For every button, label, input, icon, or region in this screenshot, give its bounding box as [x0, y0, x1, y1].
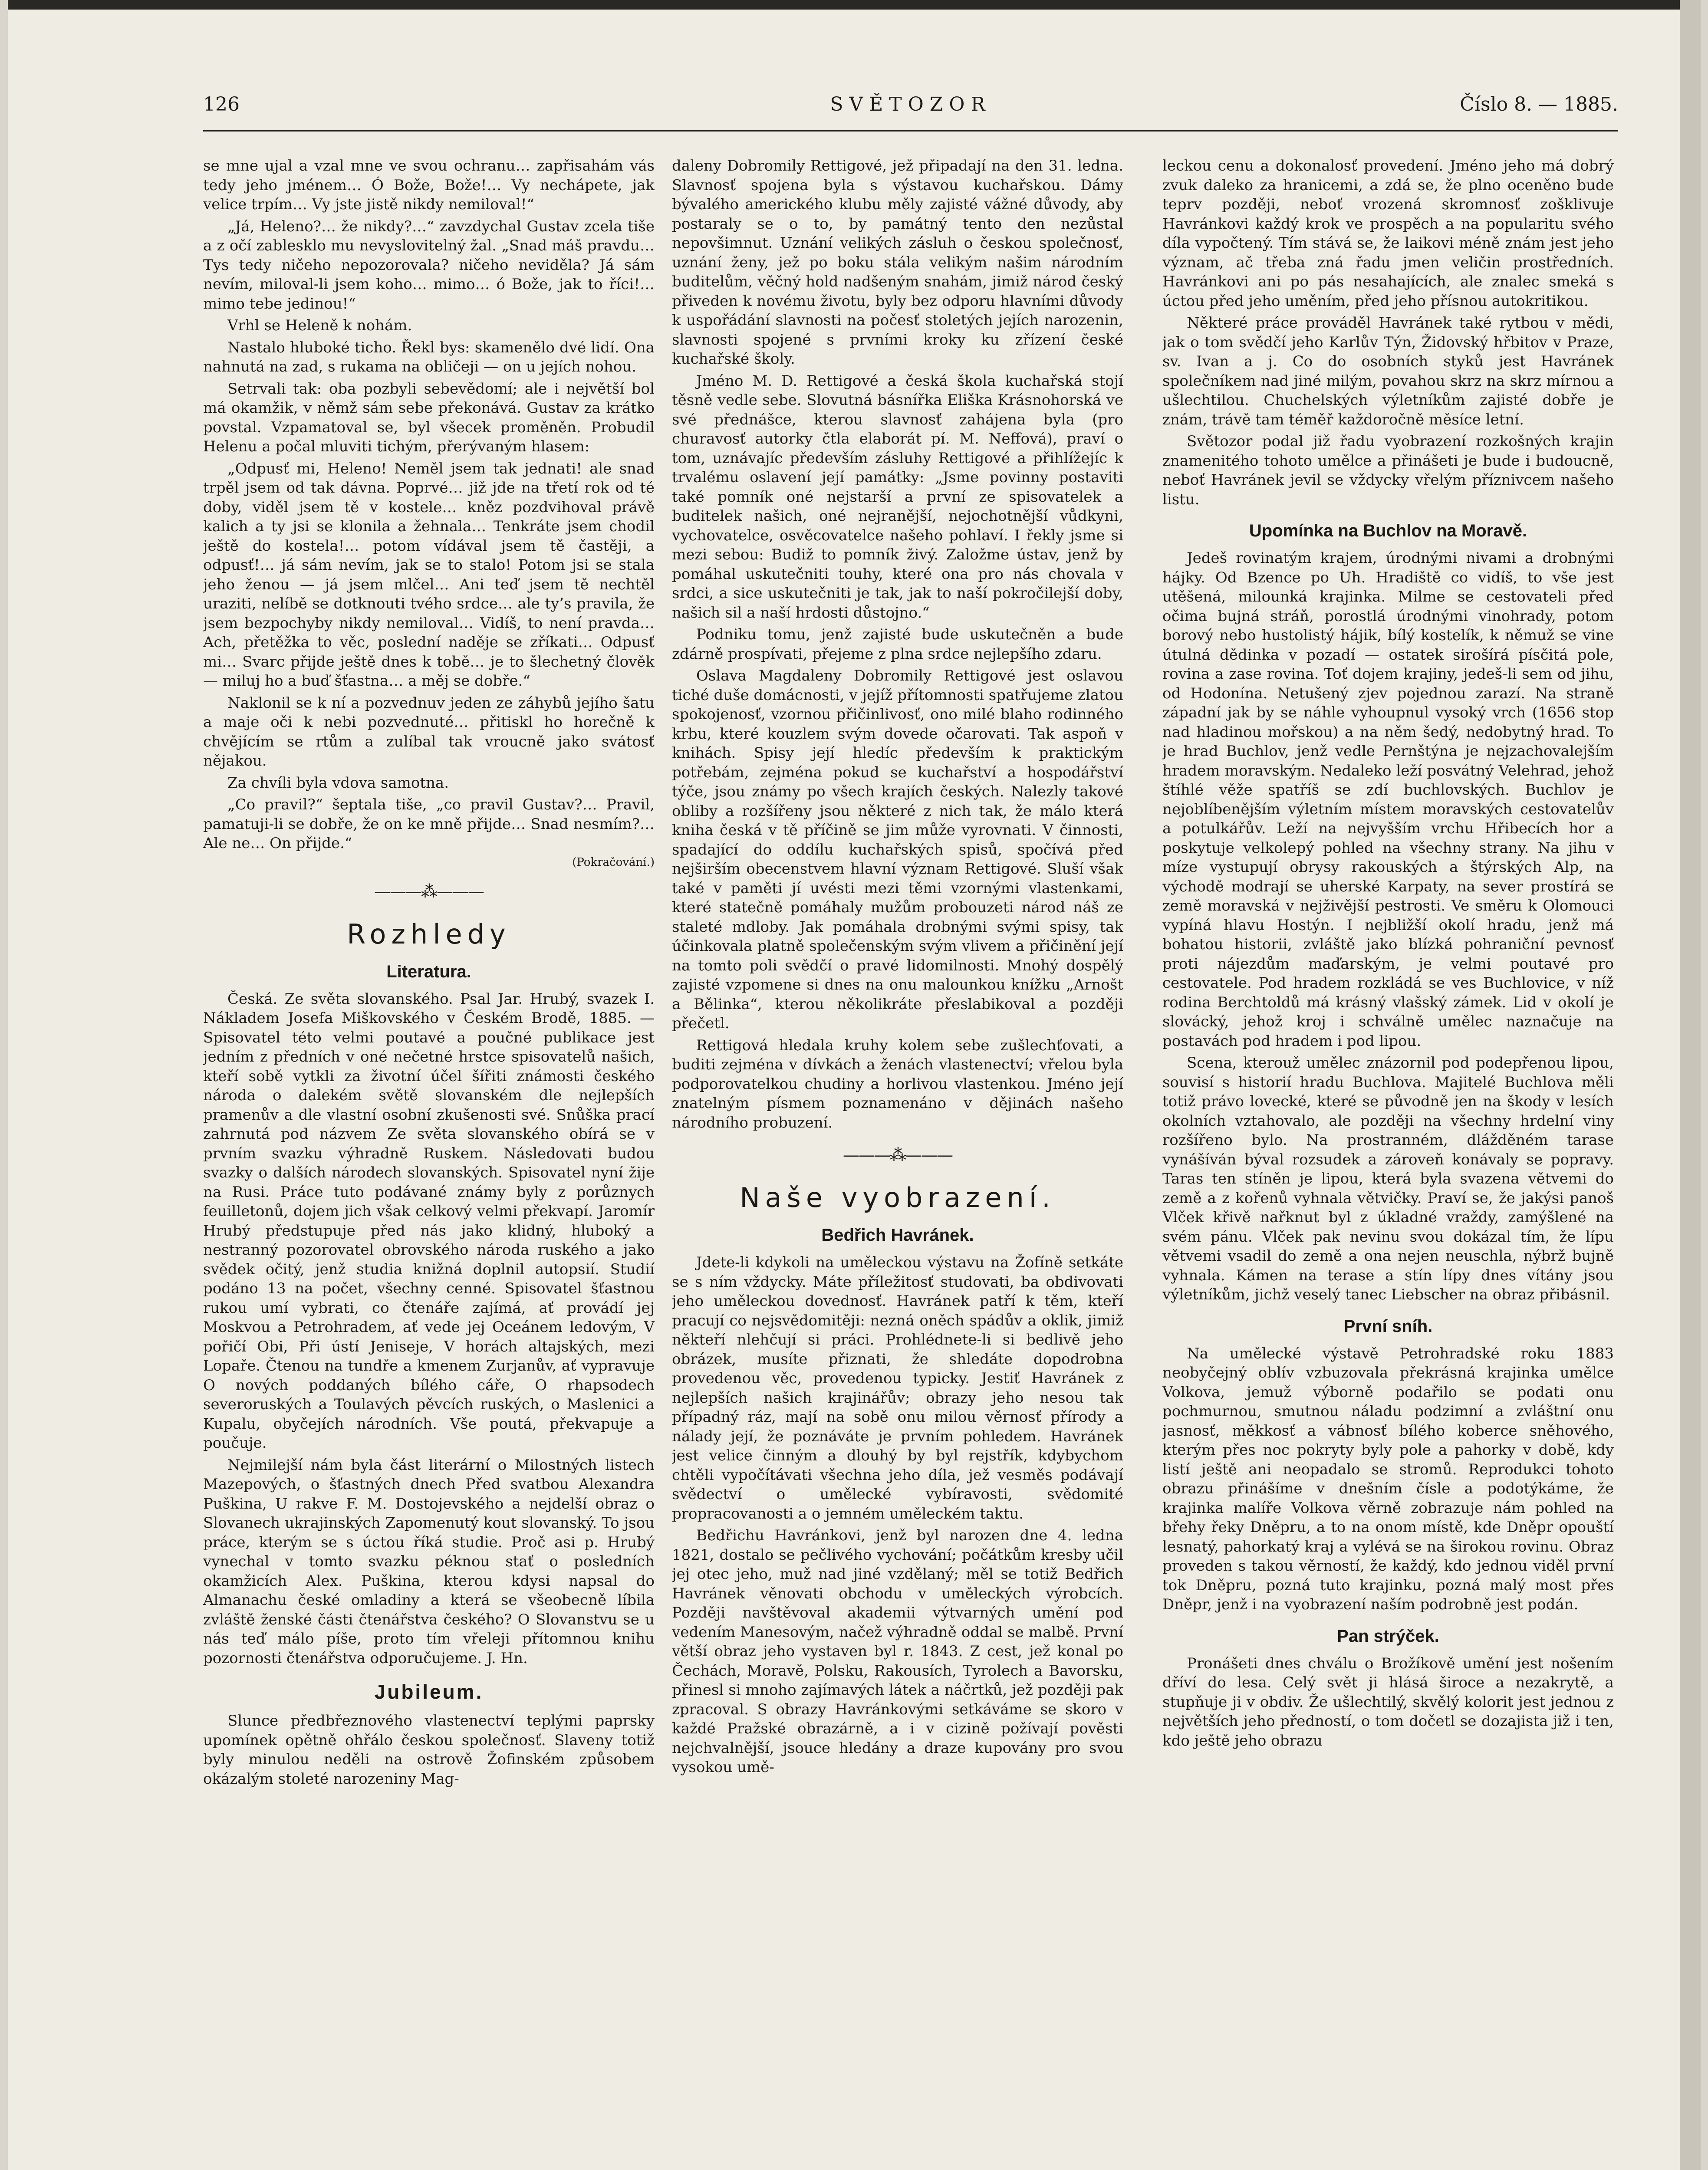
- header-rule: [203, 130, 1618, 132]
- section-title-vyobrazeni: Naše vyobrazení.: [740, 1182, 1056, 1213]
- heading-literatura: Literatura.: [386, 962, 471, 981]
- jubileum-paragraph: Slunce předbřeznového vlastenectví teplými paprsky upomínek opětně ohřálo českou společnosť. Slaveny totiž byly minulou neděli na ostrově Žofinském způsobem okázalým stoleté narozeniny Mag-: [203, 1712, 655, 1788]
- buchlov-paragraph: Scena, kterouž umělec znázornil pod podepřenou lipou, souvisí s historií hradu Buchlova. Majitelé Buchlova měli totiž právo lovecké, které se původně jen na škody v lesích okolních vztahovalo, ale později na všechny hrdelní viny rozšířeno bylo. Na prostranném, dlážděném tarase vynášíván býval rozsudek a zároveň konávaly se popravy. Taras ten stíněn je lipou, která byla svazena větvemi do země a z kořenů vyhnala větvičky. Praví se, že jakýsi panoš Vlček křivě nařknut byl z úkladné vraždy, zamýšlené na svém pánu. Vlček pak nevinu svou dokázal tím, že lípu větvemi vsadil do země a ona nejen neuschla, nýbrž bujně vyhnala. Kámen na terase a stín lípy dnes vítány jsou výletníkům, jichž veselý tanec Liebscher na obraz přibásnil.: [1162, 1054, 1614, 1303]
- section-ornament: ———⁂———: [843, 1145, 952, 1164]
- story-paragraph: „Odpusť mi, Heleno! Neměl jsem tak jednati! ale snad trpěl jsem od tak dávna. Poprvé… již jde na třetí rok od té doby, viděl jsem tě v kostele… kněz pozdvihoval právě kalich a ty jsi se klonila a žehnala… Tenkráte jsem chodil ještě do kostela!… potom vídával jsem tě častěji, a odpusť!… já sám nevím, jak se to stalo! Potom jsi se stala jeho ženou — já jsem mlčel… Ani teď jsem tě nechtěl uraziti, nelíbě se dotknouti tvého srdce… ale ty’s pravila, že jsem bezpochyby nikdy nemiloval… Vidíš, to není pravda… Ach, přetěžka to věc, poslední naděje se zříkati… Odpusť mi… Svarc přijde ještě dnes k tobě… je to šlechetný člověk — miluj ho a buď šťastna… a měj se dobře.“: [203, 460, 655, 690]
- heading-buchlov: Upomínka na Buchlov na Moravě.: [1249, 521, 1527, 540]
- jubileum-paragraph: Podniku tomu, jenž zajisté bude uskutečněn a bude zdárně prospívati, přejeme z plna srdce nejlepšího zdaru.: [672, 626, 1123, 663]
- snih-paragraph: Na umělecké výstavě Petrohradské roku 1883 neobyčejný oblív vzbuzovala překrásná krajinka umělce Volkova, jemuž výborně podařilo se podati onu pochmurnou, smutnou náladu podzimní a zvláštní onu jasnosť, měkkosť a vábnosť bílého koberce sněhového, kterým přes noc pokryty byly pole a pahorky v době, kdy listí ještě ani neopadalo se stromů. Reprodukci tohoto obrazu přinášíme v dnešním čísle a podotýkáme, že krajinka malíře Volkova věrně zobrazuje nám pohled na břehy řeky Dněpru, a to na onom místě, kde Dněpr opouští lesnatý, pahorkatý kraj a vylévá se na širokou rovinu. Obraz proveden s takou věrností, že každý, kdo jednou viděl první tok Dněpru, pozná tuto krajinku, pozná malý most přes Dněpr, jenž i na vyobrazení naším podrobně jest podán.: [1162, 1345, 1614, 1613]
- story-paragraph: „Já, Heleno?… že nikdy?…“ zavzdychal Gustav zcela tiše a z očí zablesklo mu nevyslovitelný žal. „Snad máš pravdu… Tys tedy ničeho nepozorovala? ničeho neviděla? Já sám nevím, miloval-li jsem koho… mimo… ó Bože, jak to říci!… mimo tebe jedinou!“: [203, 217, 655, 312]
- strycek-paragraph: Pronášeti dnes chválu o Brožíkově umění jest nošením dříví do lesa. Celý svět ji hlásá široce a nezakrytě, a stupňuje ji v obdiv. Že ušlechtilý, skvělý kolorit jest jednou z největších jeho předností, o tom dočetl se dozajista již i ten, kdo ještě jeho obrazu: [1162, 1654, 1614, 1749]
- havranek-paragraph: leckou cenu a dokonalosť provedení. Jméno jeho má dobrý zvuk daleko za hranicemi, a zdá se, že plno oceněno bude teprv později, neboť vrozená skromnosť zošklivuje Havránkovi každý krok ve prospěch a na popularitu svého díla vypočtený. Tím stává se, že laikovi méně znám jest jeho význam, ač třeba zná řadu jmen veličin prostředních. Havránkovi ani po pás nesahajících, ale znalec smeká s úctou před jeho uměním, před jeho přísnou autokritikou.: [1162, 157, 1614, 310]
- story-paragraph: Nastalo hluboké ticho. Řekl bys: skamenělo dvé lidí. Ona nahnutá na zad, s rukama na obličeji — on u jejích nohou.: [203, 339, 655, 375]
- story-paragraph: Naklonil se k ní a pozvednuv jeden ze záhybů jejího šatu a maje oči k nebi pozvednuté… přitiskl ho horečně k chvějícím se rtům a zulíbal tak vroucně jako svátosť nějakou.: [203, 694, 655, 769]
- heading-prvni-snih: První sníh.: [1343, 1316, 1433, 1336]
- havranek-paragraph: Bedřichu Havránkovi, jenž byl narozen dne 4. ledna 1821, dostalo se pečlivého vychování; počátkům kresby učil jej otec jeho, muž nad jiné vzdělaný; měl se totiž Bedřich Havránek věnovati obchodu v uměleckých výrobcích. Později navštěvoval akademii výtvarných umění pod vedením Manesovým, načež výhradně oddal se malbě. První větší obraz jeho vystaven byl r. 1843. Z cest, jež konal po Čechách, Moravě, Polsku, Rakousích, Tyrolech a Bavorsku, přinesl si mnoho zajímavých látek a náčrtků, jež později pak zpracoval. S obrazy Havránkovými setkáváme se skoro v každé Pražské obrazárně, a i v cizině požívají pověsti nejchvalnější, jsouce hledány a draze kupovány pro svou vysokou umě-: [672, 1527, 1123, 1776]
- havranek-paragraph: Světozor podal již řadu vyobrazení rozkošných krajin znamenitého tohoto umělce a přinášeti je bude i budoucně, neboť Havránek jevil se vždycky vřelým příznivcem našeho listu.: [1162, 433, 1614, 508]
- heading-havranek: Bedřich Havránek.: [821, 1226, 974, 1245]
- heading-pan-strycek: Pan strýček.: [1337, 1626, 1439, 1646]
- havranek-paragraph: Některé práce prováděl Havránek také rytbou v mědi, jak o tom svědčí jeho Karlův Týn, Židovský hřbitov v Praze, sv. Ivan a j. Co do osobních styků jest Havránek společníkem nad jiné milým, povahou skrz na skrz mírnou a ušlechtilou. Chuchelských výletníkům zajisté dobře je znám, trávě tam téměř každoročně měsíce letní.: [1162, 314, 1614, 428]
- scan-top-band: [8, 0, 1701, 10]
- column-1: [203, 156, 655, 2170]
- issue-label: Číslo 8. — 1885.: [1460, 93, 1618, 115]
- review-paragraph: Nejmilejší nám byla část literární o Milostných listech Mazepových, o šťastných dnech Před svatbou Alexandra Puškina, U rakve F. M. Dostojevského a nejdelší obraz o Slovanech ukrajinských Zapomenutý kout slovanský. To jsou práce, kterým se s úctou říká studie. Proč asi p. Hrubý vynechal v tomto svazku péknou stať o posledních okamžicích Alex. Puškina, kterou kdysi napsal do Almanachu české omladiny a která se všeobecně líbila zvláště ženské části čtenářstva českého? O Slovanstvu se u nás teď málo píše, proto tím vřeleji přítomnou knihu pozornosti čtenářstva odporučujeme. J. Hn.: [203, 1456, 655, 1667]
- story-paragraph: Vrhl se Heleně k nohám.: [227, 317, 412, 334]
- havranek-paragraph: Jdete-li kdykoli na uměleckou výstavu na Žofíně setkáte se s ním vždycky. Máte příležitosť studovati, ba obdivovati jeho uměleckou dovednosť. Havránek patří k těm, kteří pracují co nejsvědomitěji: nezná oněch spádův a oklik, jimiž někteří nlehčují si práci. Prohlédnete-li si bedlivě jeho obrázek, musíte přiznati, že shledáte dopodrobna provedenou věc, provedenou typicky. Jestiť Havránek z nejlepších našich krajinářův; obrazy jeho nesou tak případný ráz, mají na sobě onu milou věrnosť přírody a nálady její, že poznáváte je prvním pohledem. Havránek jest velice činným a dlouhý by byl rejstřík, kdybychom chtěli vypočítávati všechna jeho díla, jež vesměs podávají svědectví o umělecké vybíravosti, svědomité propracovanosti a o jemném uměleckém taktu.: [672, 1254, 1123, 1522]
- column-3: [1162, 156, 1614, 2170]
- jubileum-paragraph: Rettigová hledala kruhy kolem sebe zušlechťovati, a buditi zejména v dívkách a ženách vlastenectví; vřelou byla podporovatelkou chudiny a horlivou vlastenkou. Jméno její znatelným písmem poznamenáno v dějinách našeho národního probuzení.: [672, 1036, 1123, 1131]
- scan-right-edge: [1680, 0, 1701, 2170]
- story-paragraph: „Co pravil?“ šeptala tiše, „co pravil Gustav?… Pravil, pamatuji-li se dobře, že on ke mně přijde… Snad nesmím?… Ale ne… On přijde.“: [203, 796, 655, 852]
- newspaper-page: [8, 0, 1701, 2170]
- story-paragraph: se mne ujal a vzal mne ve svou ochranu… zapřisahám vás tedy jeho jménem… Ó Bože, Bože!… Vy nechápete, jak velice trpím… Vy jste jistě nikdy nemiloval!“: [203, 157, 655, 213]
- section-ornament: ———⁂———: [374, 881, 484, 901]
- masthead: SVĚTOZOR: [830, 93, 991, 115]
- jubileum-paragraph: daleny Dobromily Rettigové, jež připadají na den 31. ledna. Slavnosť spojena byla s výstavou kuchařskou. Dámy bývalého amerického klubu měly zajisté vážné důvody, aby postaraly se o to, by památný tento den nezůstal nepovšimnut. Uznání velikých zásluh o českou společnosť, uznání ženy, jež po boku stála velikým našim národním buditelům, věčný hold nadšeným snahám, jimiž národ český přiveden k novému životu, byly bez odporu hlavními důvody k uspořádání slavnosti na počesť stoletých jejích narozenin, slavnosti spojené s prvními kroky ku zřízení české kuchařské školy.: [672, 157, 1123, 368]
- jubileum-paragraph: Jméno M. D. Rettigové a česká škola kuchařská stojí těsně vedle sebe. Slovutná básnířka Eliška Krásnohorská ve své přednášce, kterou slavnosť zahájena byla (pro churavosť autorky čtla elaborát pí. M. Neffová), praví o tom, uznávajíc především zásluhy Rettigové a přihlížejíc k trvalému oslavení její památky: „Jsme povinny postaviti také pomník oné nejstarší a první ze spisovatelek a buditelek našich, oné nejranější, nejochotnější vůdkyni, vychovatelce, osvěcovatelce našeho pohlaví. I řekly jsme si mezi sebou: Budiž to pomník živý. Založme ústav, jenž by pomáhal uskutečniti touhy, které ona pro nás chovala v srdci, a sice uskutečniti je tak, jak to naší pokročilejší doby, našich sil a naší hrdosti důstojno.“: [672, 372, 1123, 621]
- review-paragraph: Česká. Ze světa slovanského. Psal Jar. Hrubý, svazek I. Nákladem Josefa Miškovského v Českém Brodě, 1885. — Spisovatel této velmi poutavé a poučné publikace jest jedním z předních v oné nečetné hrstce spisovatelů našich, kteří sobě vytkli za životní účel šířiti známosti českého národa o dalekém světě slovanském dle nejlepších pramenův a dle vlastní osobní zkušenosti své. Snůška prací zahrnutá pod názvem Ze světa slovanského obírá se v prvním svazku výhradně Ruskem. Následovati budou svazky o dalších národech slovanských. Spisovatel nyní žije na Rusi. Práce tuto podávané známy byly z porůznych feuilletonů, dojem jich však celkový velmi překvapí. Jaromír Hrubý předstupuje před nás jako klidný, hluboký a nestranný pozorovatel obrovského národa ruského a jako svědek očitý, jenž studia knižná doplnil autopsií. Studií podáno 13 na počet, všechny cenné. Spisovatel šťastnou rukou umí vybrati, co čtenáře zajímá, ať provádí jej Moskvou a Petrohradem, ať vede jej Oceánem ledovým, V pořičí Obi, Při ústí Jeniseje, V horách altajských, mezi Lopaře. Čtenou na tundře a kmenem Zurjanův, ať vypravuje O nových poddaných bílého cáře, O rhapsodech severoruských a Toulavých pěvcích ruských, o Maslenici a Kupalu, obyčejích národních. Vše poutá, překvapuje a poučuje.: [203, 990, 655, 1452]
- continued-note: (Pokračování.): [572, 855, 655, 869]
- section-title-rozhledy: Rozhledy: [347, 918, 511, 950]
- page-header: [203, 93, 1618, 128]
- heading-jubileum: Jubileum.: [374, 1680, 484, 1703]
- jubileum-paragraph: Oslava Magdaleny Dobromily Rettigové jest oslavou tiché duše domácnosti, v jejíž přítomnosti spatřujeme zlatou spokojenosť, vzornou přičinlivosť, ono milé blaho rodinného krbu, které kouzlem svým dovede očarovati. Tak aspoň v knihách. Spisy její hledíc především k praktickým potřebám, zejména pokud se kuchařství a hospodářství týče, jsou známy po všech krajích českých. Nalezly takové obliby a rozšířeny jsou některé z nich tak, že málo která kniha česká v tě příčině se jim může vyrovnati. V činnosti, spadající do oddílu kuchařských spisů, spočívá před nejširším obecenstvem hlavní význam Rettigové. Sluší však také v paměti jí uvésti mezi těmi vzornými vlastenkami, které statečně pomáhaly mužům probouzeti národ náš ze staleté mdloby. Jak pomáhala drobnými svými spisy, tak účinkovala platně společenským svým vlivem a přičinění její na tomto poli svědčí o pravé lidomilnosti. Mnohý dospělý zajisté vzpomene si dnes na onu malounkou knížku „Arnošt a Bělinka“, kterou několikráte přeslabikoval a později přečetl.: [672, 667, 1123, 1032]
- buchlov-paragraph: Jedeš rovinatým krajem, úrodnými nivami a drobnými hájky. Od Bzence po Uh. Hradiště co vidíš, to vše jest utěšená, milounká krajinka. Milme se cestovateli před očima bujná stráň, porostlá úrodnými vinohrady, potom borový nebo hustolistý hájik, bílý kostelík, k němuž se vine útulná dědinka v pozadí — ostatek sirošírá písčitá pole, rovina a zase rovina. Toť dojem krajiny, jedeš-li sem od jihu, od Hodonína. Netušený zjev pojednou zarazí. Na straně západní jak by se náhle vyhoupnul vysoký vrch (1656 stop nad hladinou mořskou) a na něm šedý, nedobytný hrad. To je hrad Buchlov, jenž vedle Pernštýna je nejzachovalejším hradem moravským. Nedaleko leží posvátný Velehrad, jehož štíhlé věže spatříš se zdí buchlovských. Buchlov je nejoblíbenějším výletním místem moravských cestovatelův a potulkářův. Leží na nejvyšším vrchu Hřibecích hor a poskytuje velkolepý pohled na všechny strany. Na jihu v míze vystupují obrysy rakouských a štýrských Alp, na východě modrají se uherské Karpaty, na sever prostírá se země moravská v nejživější pestrosti. Ve směru k Olomouci vypíná hlavu Hostýn. I nejbližší okolí hradu, jenž má bohatou historii, zvláště jako blízká pohraniční pevnosť proti nájezdům maďarským, je velmi poutavé pro cestovatele. Pod hradem rozkládá se ves Buchlovice, v níž rodina Berchtoldů má krásný vlašský zámek. Lid v okolí je slovácký, jehož kroj i schválně umělec naznačuje na postavách pod hradem i pod lipou.: [1162, 549, 1614, 1050]
- column-2: [672, 156, 1123, 2170]
- page-number: 126: [203, 93, 240, 115]
- story-paragraph: Setrvali tak: oba pozbyli sebevědomí; ale i největší bol má okamžik, v němž sám sebe překonává. Gustav za krátko povstal. Vzpamatoval se, byl všecek proměněn. Probudil Helenu a počal mluviti tichým, přerývaným hlasem:: [203, 380, 655, 455]
- story-paragraph: Za chvíli byla vdova samotna.: [227, 774, 449, 792]
